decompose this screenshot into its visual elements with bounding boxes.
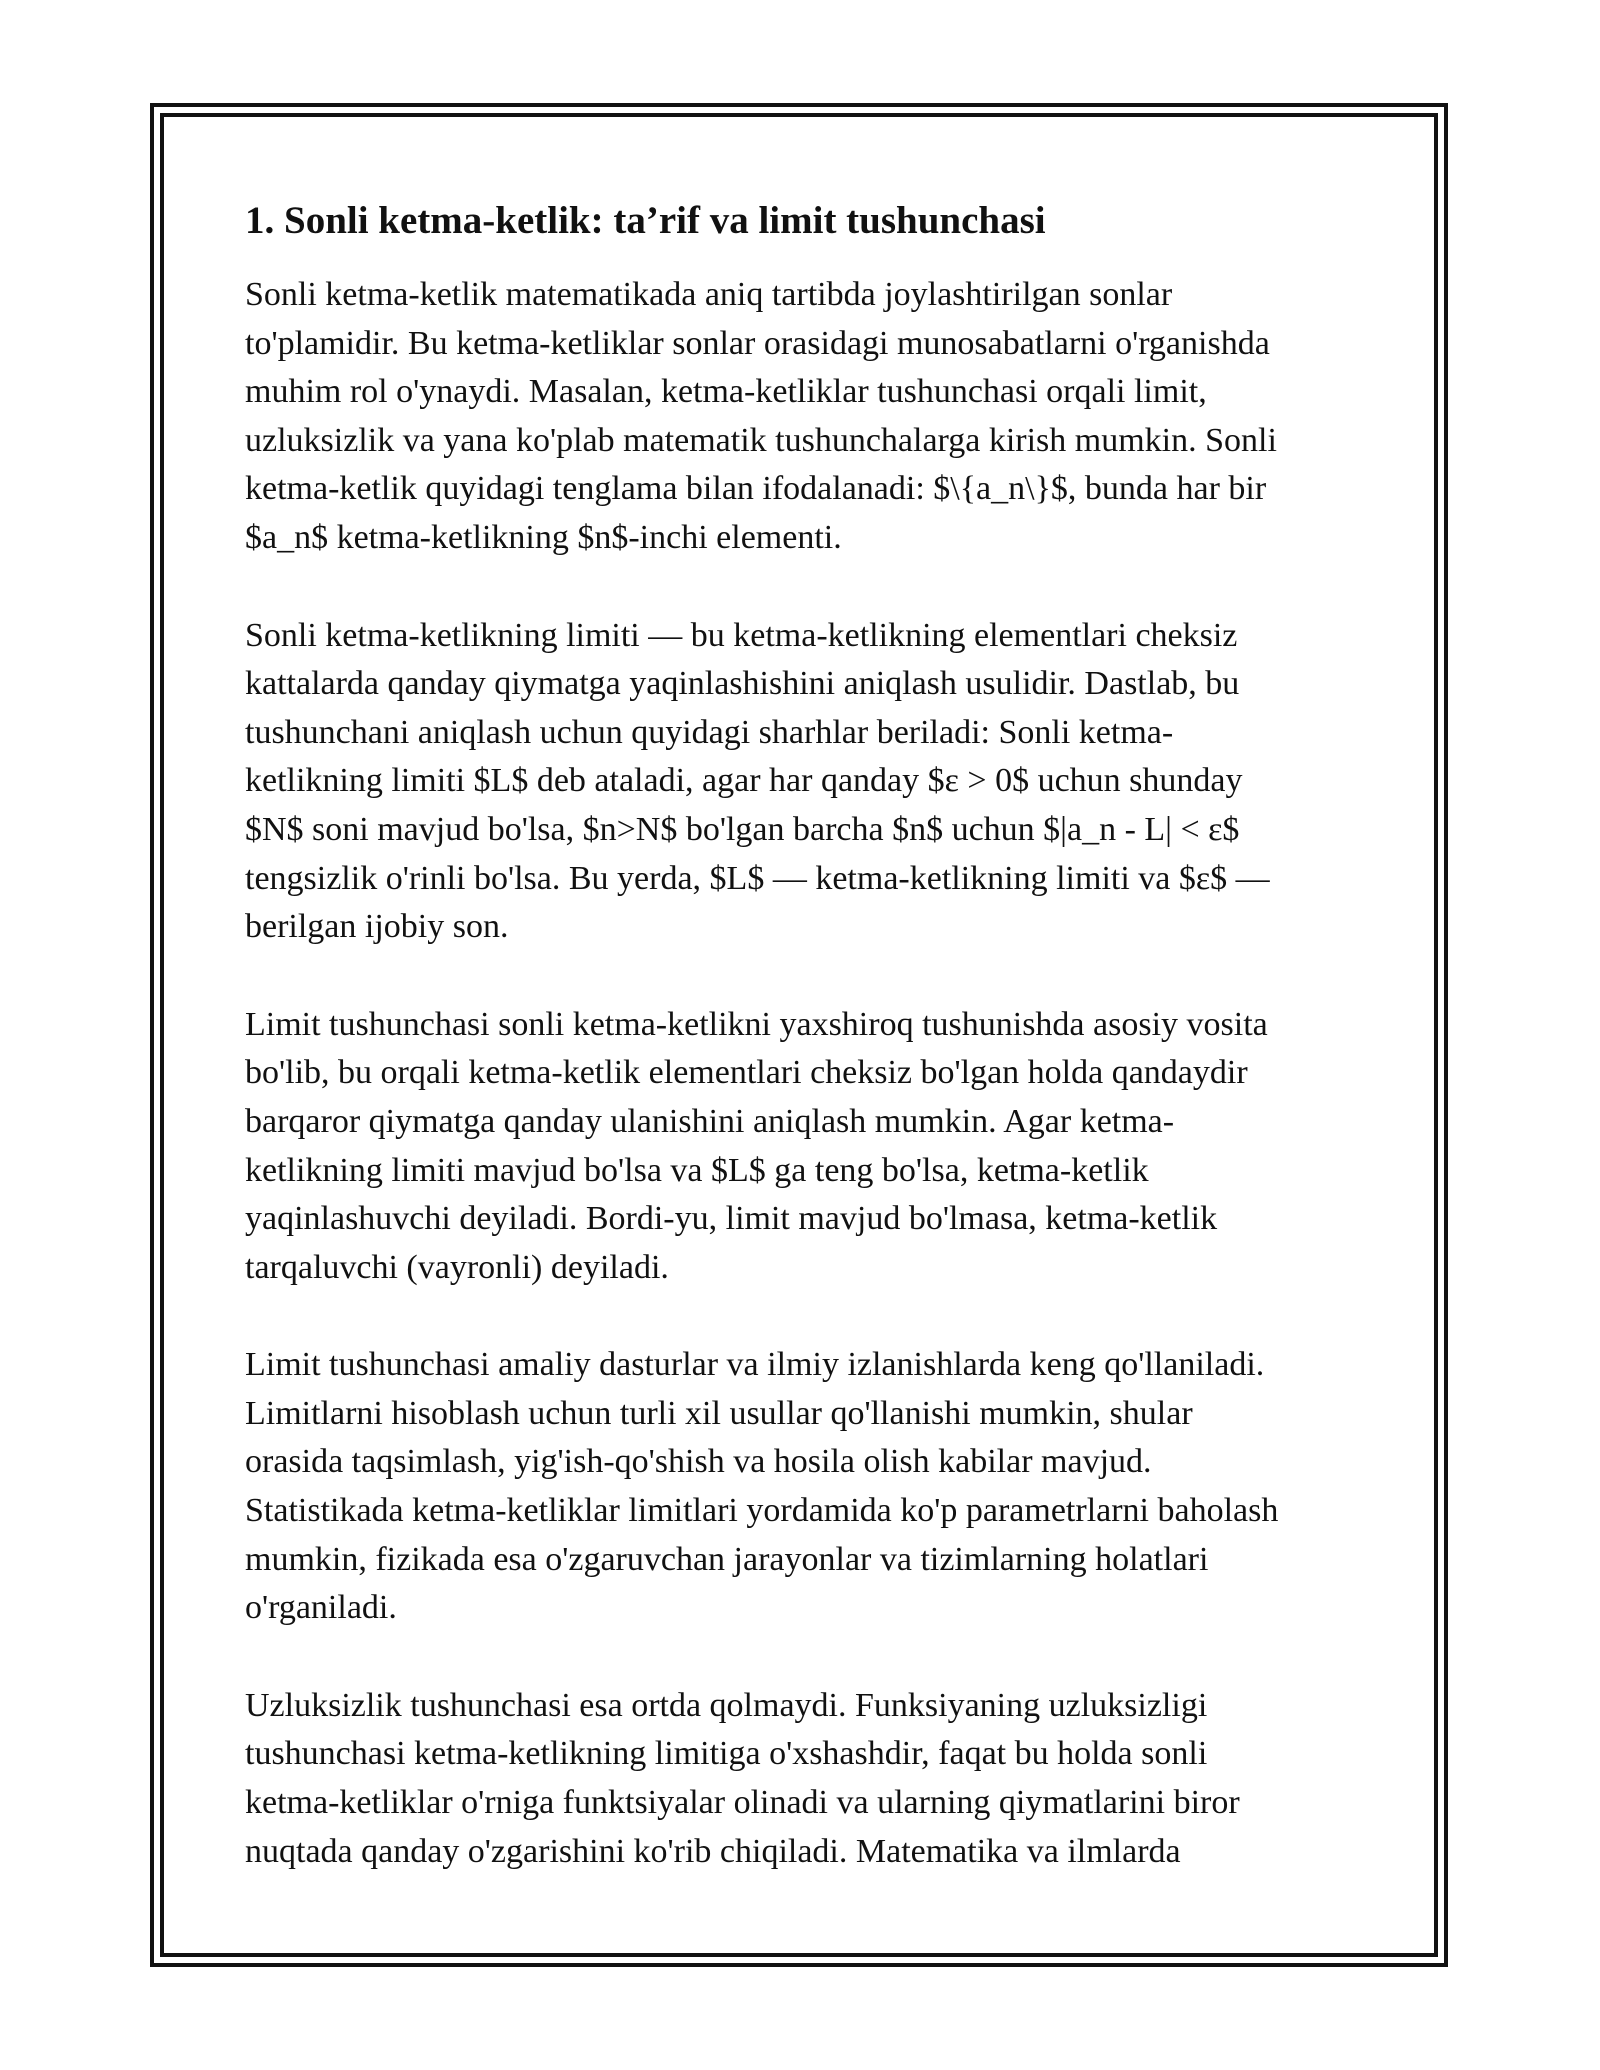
text-line: tengsizlik o'rinli bo'lsa. Bu yerda, $L$ — ketma-ketlikning limiti va $ε$ — xyxy=(245,859,1270,897)
text-line: muhim rol o'ynaydi. Masalan, ketma-ketliklar tushunchasi orqali limit, xyxy=(245,373,1207,411)
text-line: o'rganiladi. xyxy=(245,1589,397,1627)
paragraph xyxy=(245,271,1375,563)
text-line: ketlikning limiti mavjud bo'lsa va $L$ ga teng bo'lsa, ketma-ketlik xyxy=(245,1151,1149,1189)
paragraph xyxy=(245,1682,1375,1876)
text-line: Limitlarni hisoblash uchun turli xil usullar qo'llanishi mumkin, shular xyxy=(245,1394,1193,1432)
text-line: $N$ soni mavjud bo'lsa, $n>N$ bo'lgan barcha $n$ uchun $|a_n - L| < ε$ xyxy=(245,810,1240,848)
text-line: mumkin, fizikada esa o'zgaruvchan jarayonlar va tizimlarning holatlari xyxy=(245,1540,1209,1578)
text-line: barqaror qiymatga qanday ulanishini aniqlash mumkin. Agar ketma- xyxy=(245,1102,1175,1140)
text-line: ketma-ketlik quyidagi tenglama bilan ifodalanadi: $\{a_n\}$, bunda har bir xyxy=(245,470,1267,508)
section-heading: 1. Sonli ketma-ketlik: ta’rif va limit tushunchasi xyxy=(245,199,1046,242)
paragraph xyxy=(245,1001,1375,1293)
text-line: bo'lib, bu orqali ketma-ketlik elementlari cheksiz bo'lgan holda qandaydir xyxy=(245,1054,1248,1092)
text-line: Uzluksizlik tushunchasi esa ortda qolmaydi. Funksiyaning uzluksizligi xyxy=(245,1686,1208,1724)
paragraph xyxy=(245,1341,1375,1633)
text-line: tushunchasi ketma-ketlikning limitiga o'xshashdir, faqat bu holda sonli xyxy=(245,1735,1208,1773)
text-line: $a_n$ ketma-ketlikning $n$-inchi elementi. xyxy=(245,518,842,556)
text-line: Sonli ketma-ketlikning limiti — bu ketma-ketlikning elementlari cheksiz xyxy=(245,616,1238,654)
text-line: ketma-ketliklar o'rniga funktsiyalar olinadi va ularning qiymatlarini biror xyxy=(245,1784,1240,1822)
page-border-inner xyxy=(160,113,1438,1957)
text-line: tarqaluvchi (vayronli) deyiladi. xyxy=(245,1248,669,1286)
text-line: orasida taqsimlash, yig'ish-qo'shish va hosila olish kabilar mavjud. xyxy=(245,1443,1152,1481)
text-line: Limit tushunchasi sonli ketma-ketlikni yaxshiroq tushunishda asosiy vosita xyxy=(245,1005,1268,1043)
text-line: kattalarda qanday qiymatga yaqinlashishini aniqlash usulidir. Dastlab, bu xyxy=(245,665,1240,703)
text-line: tushunchani aniqlash uchun quyidagi sharhlar beriladi: Sonli ketma- xyxy=(245,713,1174,751)
text-line: Statistikada ketma-ketliklar limitlari yordamida ko'p parametrlarni baholash xyxy=(245,1492,1279,1530)
text-line: ketlikning limiti $L$ deb ataladi, agar har qanday $ε > 0$ uchun shunday xyxy=(245,762,1243,800)
text-line: uzluksizlik va yana ko'plab matematik tushunchalarga kirish mumkin. Sonli xyxy=(245,421,1277,459)
text-line: berilgan ijobiy son. xyxy=(245,908,509,946)
document-body xyxy=(245,197,1375,1925)
paragraph-list xyxy=(245,271,1375,1876)
text-line: Sonli ketma-ketlik matematikada aniq tartibda joylashtirilgan sonlar xyxy=(245,276,1173,313)
text-line: yaqinlashuvchi deyiladi. Bordi-yu, limit mavjud bo'lmasa, ketma-ketlik xyxy=(245,1200,1218,1238)
paragraph xyxy=(245,612,1375,952)
page-border xyxy=(150,103,1448,1967)
text-line: nuqtada qanday o'zgarishini ko'rib chiqiladi. Matematika va ilmlarda xyxy=(245,1832,1181,1870)
text-line: Limit tushunchasi amaliy dasturlar va ilmiy izlanishlarda keng qo'llaniladi. xyxy=(245,1346,1265,1384)
text-line: to'plamidir. Bu ketma-ketliklar sonlar orasidagi munosabatlarni o'rganishda xyxy=(245,324,1270,362)
